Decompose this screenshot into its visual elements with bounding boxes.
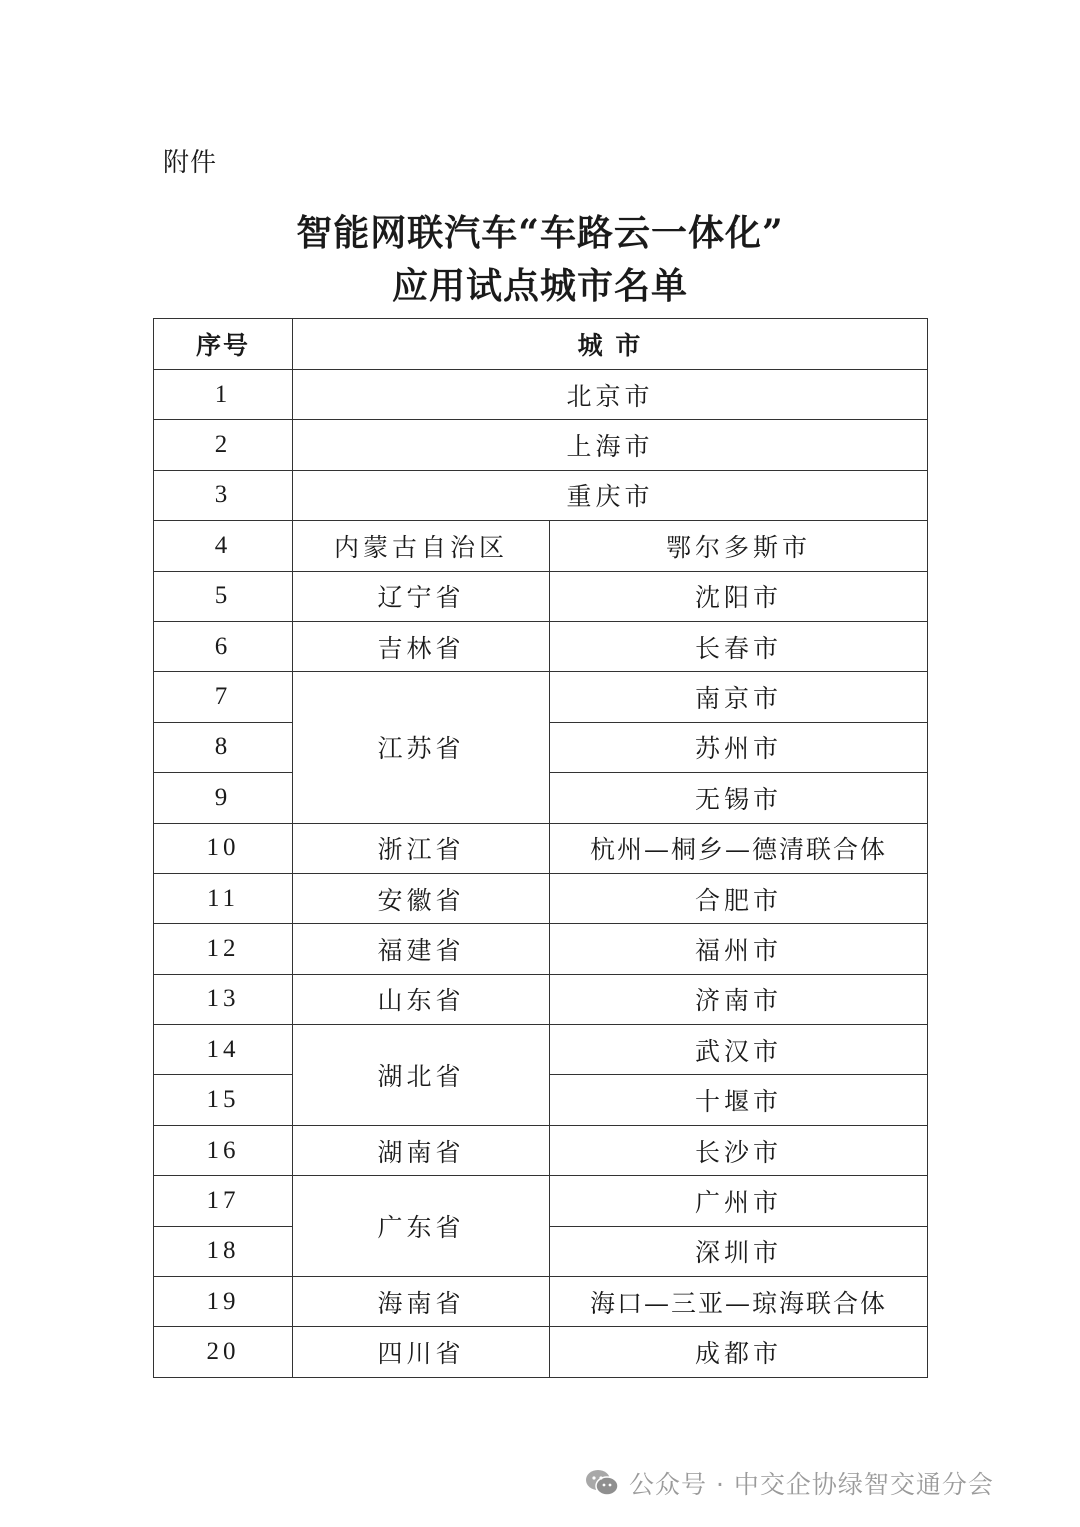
row-number: 17 — [154, 1176, 293, 1226]
row-number: 8 — [154, 722, 293, 772]
city-cell: 海口—三亚—琼海联合体 — [550, 1277, 928, 1327]
row-number: 2 — [154, 420, 293, 470]
city-cell: 长春市 — [550, 621, 928, 671]
table-row — [154, 1327, 928, 1377]
city-cell: 成都市 — [550, 1327, 928, 1377]
row-number: 10 — [154, 823, 293, 873]
table-row — [154, 571, 928, 621]
watermark-text: 公众号 · 中交企协绿智交通分会 — [629, 1470, 994, 1499]
row-number: 15 — [154, 1075, 293, 1125]
table-row — [154, 621, 928, 671]
province-cell: 吉林省 — [293, 621, 550, 671]
city-cell: 广州市 — [550, 1176, 928, 1226]
city-cell: 长沙市 — [550, 1125, 928, 1175]
row-number: 7 — [154, 672, 293, 722]
city-cell: 合肥市 — [550, 873, 928, 923]
watermark — [585, 1463, 994, 1503]
province-cell: 海南省 — [293, 1277, 550, 1327]
table-row — [154, 1176, 928, 1226]
province-cell: 福建省 — [293, 924, 550, 974]
province-cell: 山东省 — [293, 974, 550, 1024]
province-cell: 安徽省 — [293, 873, 550, 923]
table-row — [154, 1025, 928, 1075]
city-cell: 南京市 — [550, 672, 928, 722]
row-number: 11 — [154, 873, 293, 923]
document-title-line2: 应用试点城市名单 — [391, 265, 688, 307]
city-cell: 重庆市 — [293, 470, 928, 520]
province-cell: 江苏省 — [293, 672, 550, 823]
row-number: 18 — [154, 1226, 293, 1276]
row-number: 6 — [154, 621, 293, 671]
table-row — [154, 672, 928, 722]
attachment-label: 附件 — [163, 148, 218, 178]
city-cell: 杭州—桐乡—德清联合体 — [550, 823, 928, 873]
province-cell: 湖北省 — [293, 1025, 550, 1126]
city-cell: 十堰市 — [550, 1075, 928, 1125]
city-cell: 深圳市 — [550, 1226, 928, 1276]
province-cell: 湖南省 — [293, 1125, 550, 1175]
row-number: 16 — [154, 1125, 293, 1175]
row-number: 14 — [154, 1025, 293, 1075]
row-number: 9 — [154, 773, 293, 823]
city-cell: 沈阳市 — [550, 571, 928, 621]
province-cell: 四川省 — [293, 1327, 550, 1377]
table-row — [154, 924, 928, 974]
header-serial-number: 序号 — [154, 319, 293, 370]
row-number: 5 — [154, 571, 293, 621]
table-row — [154, 370, 928, 420]
province-cell: 内蒙古自治区 — [293, 521, 550, 571]
header-city: 城 市 — [293, 319, 928, 370]
table-row — [154, 470, 928, 520]
city-cell: 上海市 — [293, 420, 928, 470]
row-number: 13 — [154, 974, 293, 1024]
city-cell: 福州市 — [550, 924, 928, 974]
wechat-icon — [585, 1468, 619, 1498]
table-row — [154, 873, 928, 923]
city-cell: 武汉市 — [550, 1025, 928, 1075]
city-cell: 鄂尔多斯市 — [550, 521, 928, 571]
city-cell: 北京市 — [293, 370, 928, 420]
province-cell: 广东省 — [293, 1176, 550, 1277]
table-row — [154, 1277, 928, 1327]
table-row — [154, 823, 928, 873]
table-row — [154, 521, 928, 571]
table-row — [154, 420, 928, 470]
row-number: 3 — [154, 470, 293, 520]
table-row — [154, 1125, 928, 1175]
table-header-row — [154, 319, 928, 370]
row-number: 1 — [154, 370, 293, 420]
city-cell: 济南市 — [550, 974, 928, 1024]
province-cell: 浙江省 — [293, 823, 550, 873]
row-number: 12 — [154, 924, 293, 974]
row-number: 4 — [154, 521, 293, 571]
pilot-city-table — [153, 318, 928, 1378]
city-cell: 无锡市 — [550, 773, 928, 823]
row-number: 19 — [154, 1277, 293, 1327]
city-cell: 苏州市 — [550, 722, 928, 772]
province-cell: 辽宁省 — [293, 571, 550, 621]
row-number: 20 — [154, 1327, 293, 1377]
document-title-line1: 智能网联汽车“车路云一体化” — [296, 212, 784, 254]
table-row — [154, 974, 928, 1024]
